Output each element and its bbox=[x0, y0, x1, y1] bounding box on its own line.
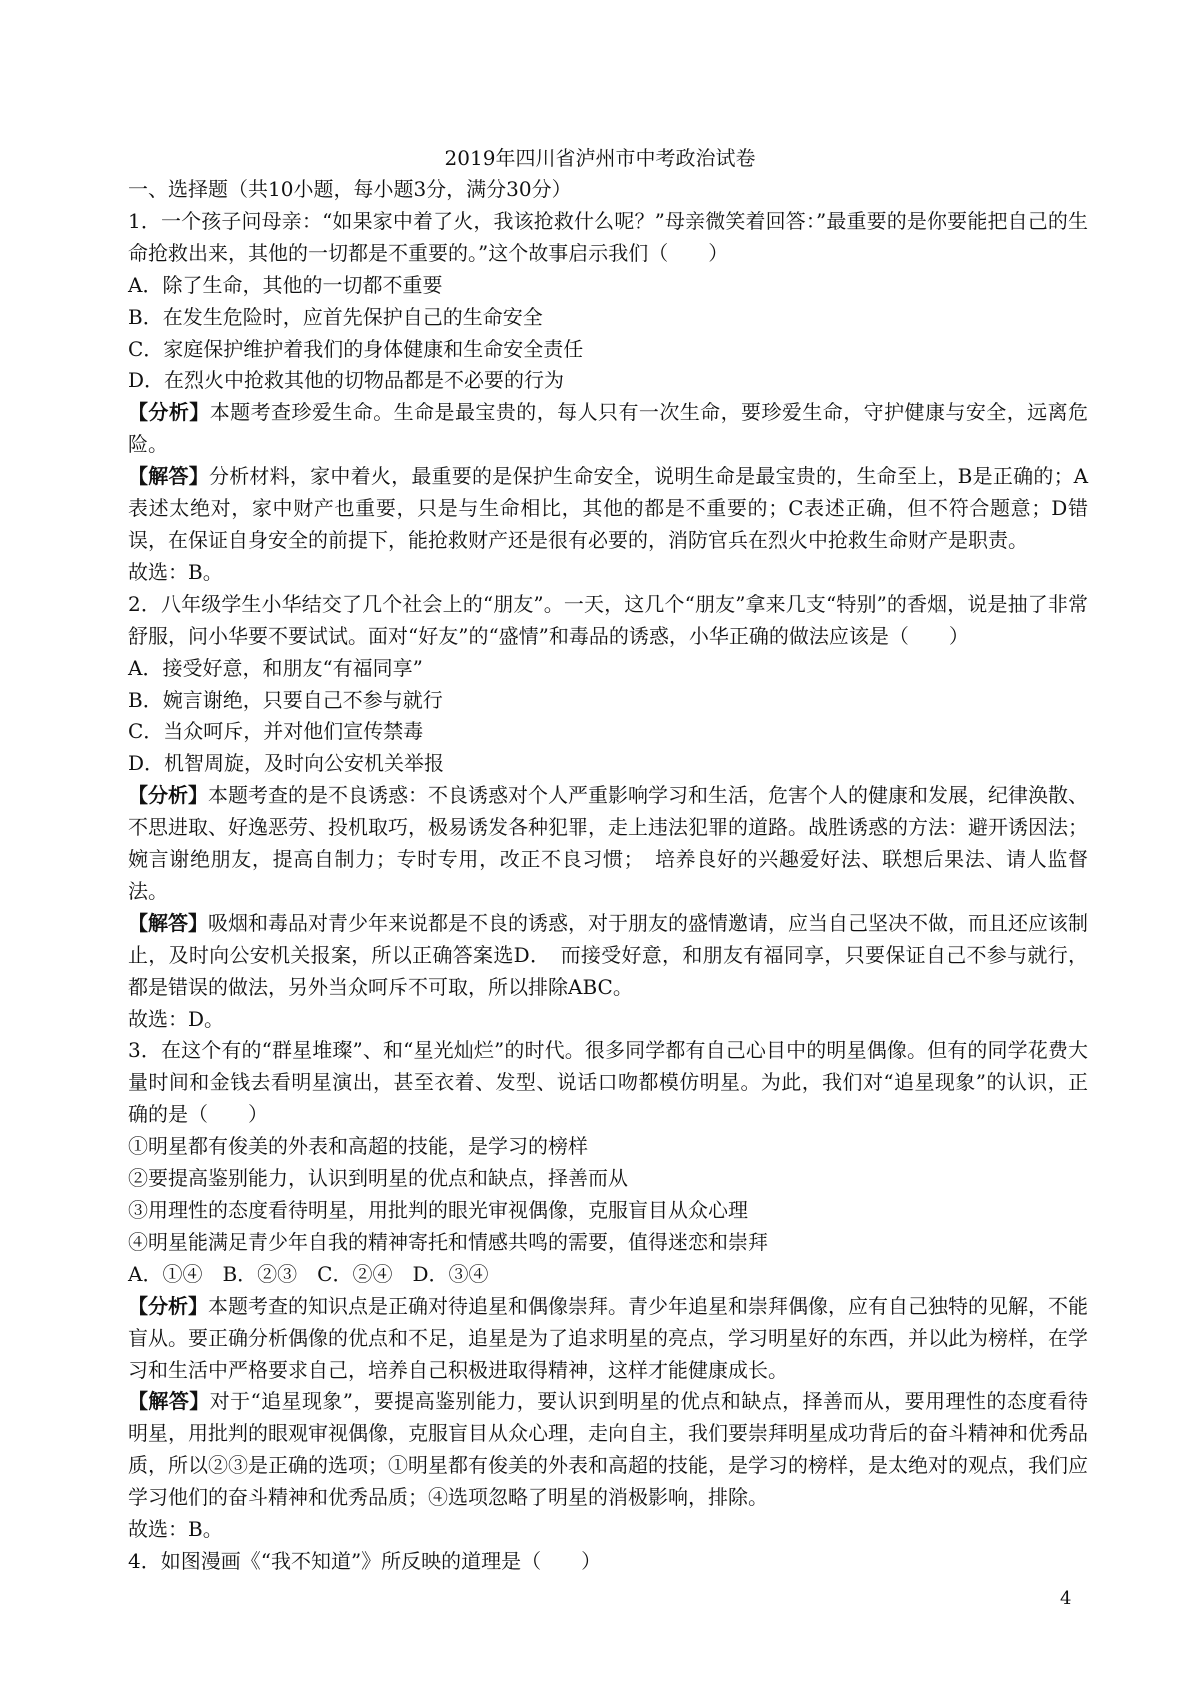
paragraph-text: 吸烟和毒品对青少年来说都是不良的诱惑，对于朋友的盛情邀请，应当自己坚决不做，而且还应该制止，及时向公安机关报案，所以正确答案选D． 而接受好意，和朋友有福同享，只要保证自己不参与就行，都是错误的做法，另外当众呵斥不可取，所以排除ABC。 bbox=[128, 910, 1088, 999]
analysis-paragraph bbox=[128, 908, 1088, 1004]
section-heading: 一、选择题（共10小题，每小题3分，满分30分） bbox=[128, 177, 572, 201]
paragraph-tag: 【分析】 bbox=[128, 1293, 208, 1318]
paragraph-text: 4．如图漫画《“我不知道”》所反映的道理是（ ） bbox=[128, 1548, 602, 1573]
text-paragraph bbox=[128, 716, 1088, 748]
paragraph-tag: 【解答】 bbox=[128, 1389, 210, 1414]
paragraph-text: ①明星都有俊美的外表和高超的技能，是学习的榜样 bbox=[128, 1134, 588, 1159]
document-title: 2019年四川省泸州市中考政治试卷 bbox=[444, 146, 756, 170]
paragraph-text: 本题考查的是不良诱惑：不良诱惑对个人严重影响学习和生活，危害个人的健康和发展，纪律涣散、不思进取、好逸恶劳、投机取巧，极易诱发各种犯罪，走上违法犯罪的道路。战胜诱惑的方法：避开诱因法；婉言谢绝朋友，提高自制力；专时专用，改正不良习惯； 培养良好的兴趣爱好法、联想后果法、请人监督法。 bbox=[128, 783, 1088, 903]
paragraph-text: B．在发生危险时，应首先保护自己的生命安全 bbox=[128, 304, 543, 329]
text-paragraph bbox=[128, 1227, 1088, 1259]
paragraph-text: C．当众呵斥，并对他们宣传禁毒 bbox=[128, 719, 424, 744]
text-paragraph bbox=[128, 1546, 1088, 1578]
text-paragraph bbox=[128, 365, 1088, 397]
text-paragraph bbox=[128, 653, 1088, 685]
text-paragraph bbox=[128, 206, 1088, 270]
text-paragraph bbox=[128, 1163, 1088, 1195]
paragraph-text: 本题考查珍爱生命。生命是最宝贵的，每人只有一次生命，要珍爱生命，守护健康与安全，远离危险。 bbox=[128, 400, 1089, 457]
paragraph-text: ③用理性的态度看待明星，用批判的眼光审视偶像，克服盲目从众心理 bbox=[128, 1198, 748, 1222]
text-paragraph bbox=[128, 748, 1088, 780]
paragraph-text: 2．八年级学生小华结交了几个社会上的“朋友”。一天，这几个“朋友”拿来几支“特别”的香烟，说是抽了非常舒服，问小华要不要试试。面对“好友”的“盛情”和毒品的诱惑，小华正确的做法应该是（ ） bbox=[128, 591, 1088, 648]
text-paragraph bbox=[128, 557, 1088, 589]
analysis-paragraph bbox=[128, 461, 1088, 557]
analysis-paragraph bbox=[128, 780, 1088, 908]
text-paragraph bbox=[128, 685, 1088, 717]
text-paragraph bbox=[128, 1195, 1088, 1227]
paragraph-text: 故选：D。 bbox=[128, 1006, 225, 1031]
paragraph-text: 故选：B。 bbox=[128, 559, 223, 584]
paragraph-text: B．婉言谢绝，只要自己不参与就行 bbox=[128, 687, 443, 712]
paragraph-text: A．①④ B．②③ C．②④ D．③④ bbox=[128, 1261, 489, 1286]
paragraph-tag: 【解答】 bbox=[128, 464, 209, 489]
paragraph-text: 本题考查的知识点是正确对待追星和偶像崇拜。青少年追星和崇拜偶像，应有自己独特的见解，不能盲从。要正确分析偶像的优点和不足，追星是为了追求明星的亮点，学习明星好的东西，并以此为榜样，在学习和生活中严格要求自己，培养自己积极进取得精神，这样才能健康成长。 bbox=[128, 1293, 1088, 1382]
text-paragraph bbox=[128, 589, 1088, 653]
paragraph-text: A．除了生命，其他的一切都不重要 bbox=[128, 272, 443, 297]
analysis-paragraph bbox=[128, 397, 1088, 461]
paragraph-text: 分析材料，家中着火，最重要的是保护生命安全，说明生命是最宝贵的，生命至上，B是正确的；A表述太绝对，家中财产也重要，只是与生命相比，其他的都是不重要的；C表述正确，但不符合题意；D错误，在保证自身安全的前提下，能抢救财产还是很有必要的，消防官兵在烈火中抢救生命财产是职责。 bbox=[128, 464, 1089, 552]
paragraph-text: 1．一个孩子问母亲：“如果家中着了火，我该抢救什么呢？”母亲微笑着回答：”最重要的是你要能把自己的生命抢救出来，其他的一切都是不重要的。”这个故事启示我们（ ） bbox=[128, 208, 1088, 265]
text-paragraph bbox=[128, 1035, 1088, 1131]
text-paragraph bbox=[128, 1514, 1088, 1546]
text-paragraph bbox=[128, 1004, 1088, 1036]
paragraph-tag: 【解答】 bbox=[128, 910, 208, 935]
text-paragraph bbox=[128, 334, 1088, 366]
paragraph-text: D．机智周旋，及时向公安机关举报 bbox=[128, 751, 445, 776]
page-number: 4 bbox=[1060, 1588, 1072, 1609]
paragraph-text: C．家庭保护维护着我们的身体健康和生命安全责任 bbox=[128, 336, 584, 361]
paragraph-text: 故选：B。 bbox=[128, 1517, 223, 1542]
paragraph-text: A．接受好意，和朋友“有福同享” bbox=[128, 655, 423, 680]
paragraph-tag: 【分析】 bbox=[128, 400, 210, 425]
paragraph-text: 对于“追星现象”，要提高鉴别能力，要认识到明星的优点和缺点，择善而从，要用理性的态度看待明星，用批判的眼观审视偶像，克服盲目从众心理，走向自主，我们要崇拜明星成功背后的奋斗精神和优秀品质，所以②③是正确的选项；①明星都有俊美的外表和高超的技能，是学习的榜样，是太绝对的观点，我们应学习他们的奋斗精神和优秀品质；④选项忽略了明星的消极影响，排除。 bbox=[128, 1389, 1089, 1510]
text-paragraph bbox=[128, 1259, 1088, 1291]
text-paragraph bbox=[128, 270, 1088, 302]
text-paragraph bbox=[128, 1131, 1088, 1163]
analysis-paragraph bbox=[128, 1386, 1088, 1514]
paragraph-text: ②要提高鉴别能力，认识到明星的优点和缺点，择善而从 bbox=[128, 1166, 628, 1191]
paragraph-text: 3．在这个有的“群星堆璨”、和“星光灿烂”的时代。很多同学都有自己心目中的明星偶像。但有的同学花费大量时间和金钱去看明星演出，甚至衣着、发型、说话口吻都模仿明星。为此，我们对“追星现象”的认识，正确的是（ ） bbox=[128, 1038, 1088, 1127]
document-body bbox=[128, 174, 1088, 1578]
analysis-paragraph bbox=[128, 1291, 1088, 1387]
paragraph-tag: 【分析】 bbox=[128, 783, 208, 808]
text-paragraph bbox=[128, 302, 1088, 334]
paragraph-text: D．在烈火中抢救其他的切物品都是不必要的行为 bbox=[128, 368, 565, 393]
paragraph-text: ④明星能满足青少年自我的精神寄托和情感共鸣的需要，值得迷恋和崇拜 bbox=[128, 1229, 768, 1254]
